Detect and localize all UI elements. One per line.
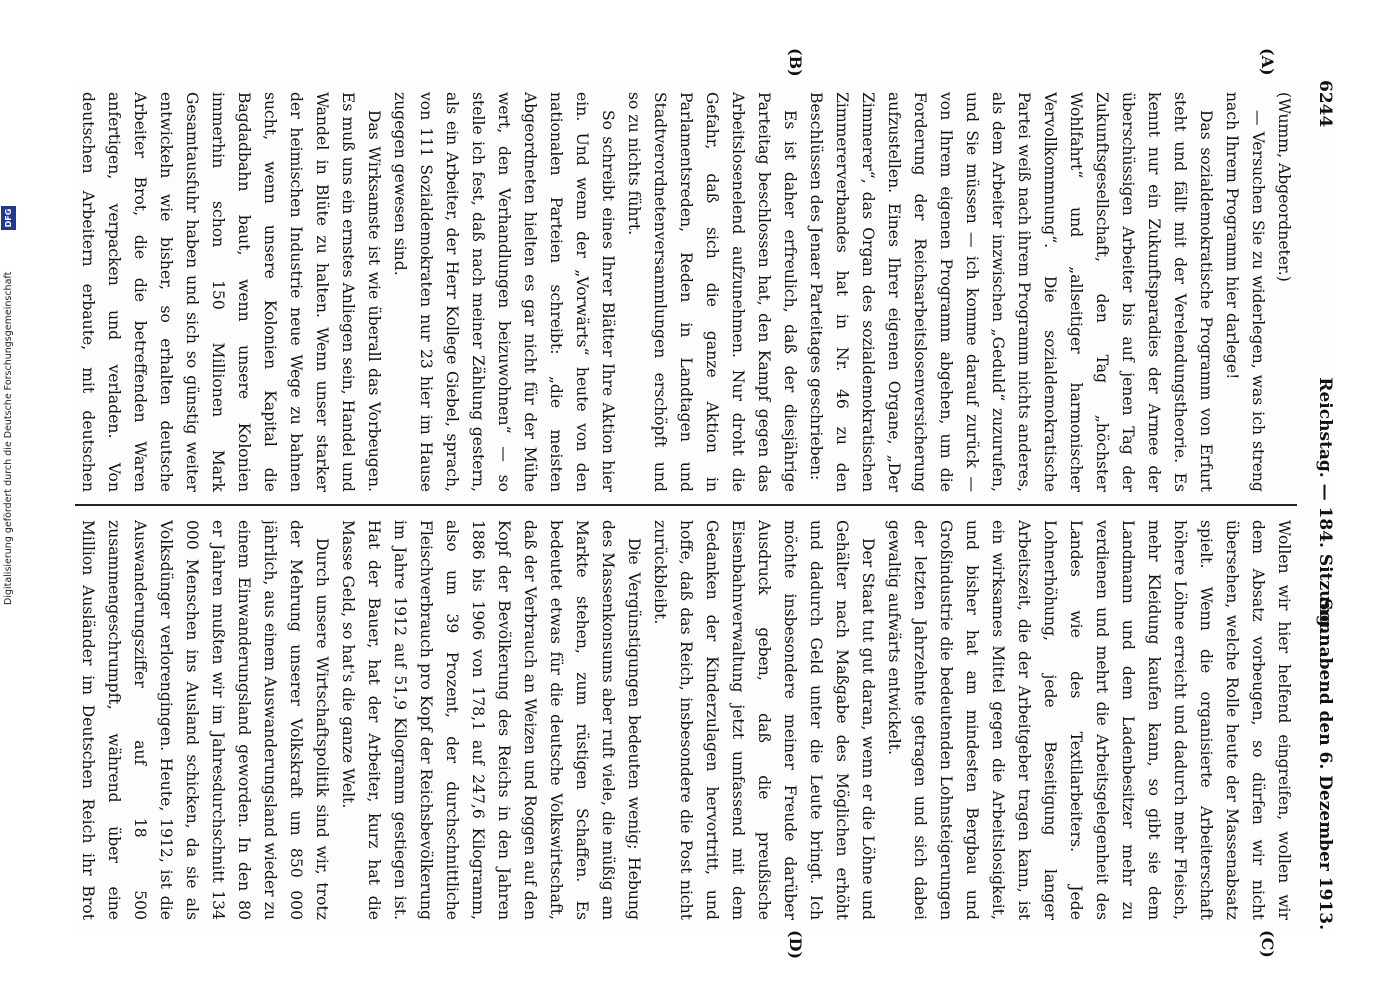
page-header [1305,80,1335,930]
page-title: Reichstag. — 184. Sitzung. [1315,377,1335,633]
page-number: 6244 [1315,80,1335,128]
dfg-logo: DFG [1,206,16,230]
right-column [75,520,1297,920]
left-column [75,92,1297,492]
sitting-date: Sonnabend den 6. Dezember 1913. [1315,598,1335,930]
paragraph: Durch unsere Wirtschaftspolitik sind wir, trotz der Mehrung unserer Volkskraft um 850 000 jährlich, aus einem Auswanderungsland wieder zu einem Einwanderungsland geworden. In den 80 er Jahren mußten wir im Jahresdurchschnitt 134 000 Menschen ins Ausland schicken, da sie als Volksdünger verlorengingen. Heute, 1912, ist die Auswanderungsziffer auf 18 500 zusammengeschrumpft, während über eine Million Ausländer im Deutschen Reich ihr Brot [79,520,331,920]
column-divider [75,504,1297,506]
paragraph: — Versuchen Sie zu widerlegen, was ich streng nach Ihrem Programm hier darlege! [1223,92,1267,492]
margin-marker-a: (A) [1258,48,1277,76]
paragraph: So schreibt eines Ihrer Blätter Ihre Aktion hier ein. Und wenn der „Vorwärts“ heute von den nationalen Parteien schreibt: „die meisten Abgeordneten hielten es gar nicht für der Mühe wert, den Verhandlungen beizuwohnen“ — so stelle ich fest, daß nach meiner Zählung gestern, als ein Arbeiter, der Herr Kollege Giebel, sprach, von 111 Sozialdemokraten nur 23 hier im Hause zugegen gewesen sind. [391,92,617,492]
document-page [75,48,1335,960]
paragraph: Das Wirksamste ist wie überall das Vorbeugen. Es muß uns ein ernstes Anliegen sein, Handel und Wandel in Blüte zu halten. Wenn unser starker der heimischen Industrie neue Wege zu bahnen sucht, wenn unsere Kolonien Kapital die Bagdadbahn baut, wenn unsere Kolonien immerhin schon 150 Millionen Mark Gesamtausfuhr haben und sich so günstig weiter entwickeln wie bisher, so erhalten deutsche Arbeiter Brot, die die betreffenden Waren anfertigen, verpacken und verladen. Von deutschen Arbeitern erbaute, mit deutschen [79,92,383,492]
paragraph: Das sozialdemokratische Programm von Erfurt steht und fällt mit der Verelendungstheorie. Es kennt nur ein Zukunftsparadies der Armee der überschüssigen Arbeiter bis auf jenen Tag der Zukunftsgesellschaft, den Tag „höchster Wohlfahrt“ und „allseitiger harmonischer Vervollkommnung“. Die sozialdemokratische Partei weiß nach ihrem Programm nichts anderes, als dem Arbeiter inzwischen „Geduld“ zuzurufen, und Sie müssen — ich komme darauf zurück — von Ihrem eigenen Programm abgehen, um die Forderung der Reichsarbeitslosenversicherung aufzustellen. Eines Ihrer eigenen Organe, „Der Zimmerer“, das Organ des sozialdemokratischen Zimmererverbandes hat in Nr. 46 zu den Beschlüssen des Jenaer Parteitages geschrieben: [807,92,1215,492]
margin-marker-b: (B) [786,48,805,77]
margin-marker-d: (D) [786,930,805,960]
digitization-credit-text: Digitalisierung gefördert durch die Deutsche Forschungsgemeinschaft [3,271,14,605]
paragraph: Die Vergünstigungen bedeuten wenig; Hebung des Massenkonsums aber ruft viele, die müßig am Markte stehen, zum rüstigen Schaffen. Es bedeutet etwas für die deutsche Volkswirtschaft, daß der Verbrauch an Weizen und Roggen auf den Kopf der Bevölkerung des Reichs in den Jahren 1886 bis 1906 von 178,1 auf 247,6 Kilogramm, also um 39 Prozent, der durchschnittliche Fleischverbrauch pro Kopf der Reichsbevölkerung im Jahre 1912 auf 51,9 Kilogramm gestiegen ist. Hat der Bauer, hat der Arbeiter, kurz hat die Masse Geld, so hat's die ganze Welt. [339,520,643,920]
speaker-line: (Wumm, Abgeordneter.) [1275,92,1293,282]
quotation: Es ist daher erfreulich, daß der diesjährige Parteitag beschlossen hat, den Kampf gegen das Arbeitslosenelend aufzunehmen. Nur droht die Gefahr, daß sich die ganze Aktion in Parlamentsreden, Reden in Landtagen und Stadtverordnetenversammlungen erschöpft und so zu nichts führt. [625,92,799,492]
paragraph: Wollen wir hier helfend eingreifen, wollen wir dem Absatz vorbeugen, so dürfen wir nicht übersehen, welche Rolle heute der Massenabsatz spielt. Wenn die organisierte Arbeiterschaft höhere Löhne erreicht und dadurch mehr Fleisch, mehr Kleidung kaufen kann, so gibt sie dem Landmann und dem Ladenbesitzer mehr zu verdienen und mehrt die Arbeitsgelegenheit des Landes wie des Textilarbeiters. Jede Lohnerhöhung, jede Beseitigung langer Arbeitszeit, die der Arbeitgeber tragen kann, ist ein wirksames Mittel gegen die Arbeitslosigkeit, und bisher hat am mindesten Bergbau und Großindustrie die bedeutenden Lohnsteigerungen der letzten Jahrzehnte getragen und sich dabei gewaltig aufwärts entwickelt. [885,520,1293,920]
margin-marker-c: (C) [1258,930,1277,958]
paragraph: Der Staat tut gut daran, wenn er die Löhne und Gehälter nach Maßgabe des Möglichen erhöht und dadurch Geld unter die Leute bringt. Ich möchte insbesondere meiner Freude darüber Ausdruck geben, daß die preußische Eisenbahnverwaltung jetzt umfassend mit dem Gedanken der Kinderzulagen hervortritt, und hoffe, daß das Reich, insbesondere die Post nicht zurückbleibt. [651,520,877,920]
